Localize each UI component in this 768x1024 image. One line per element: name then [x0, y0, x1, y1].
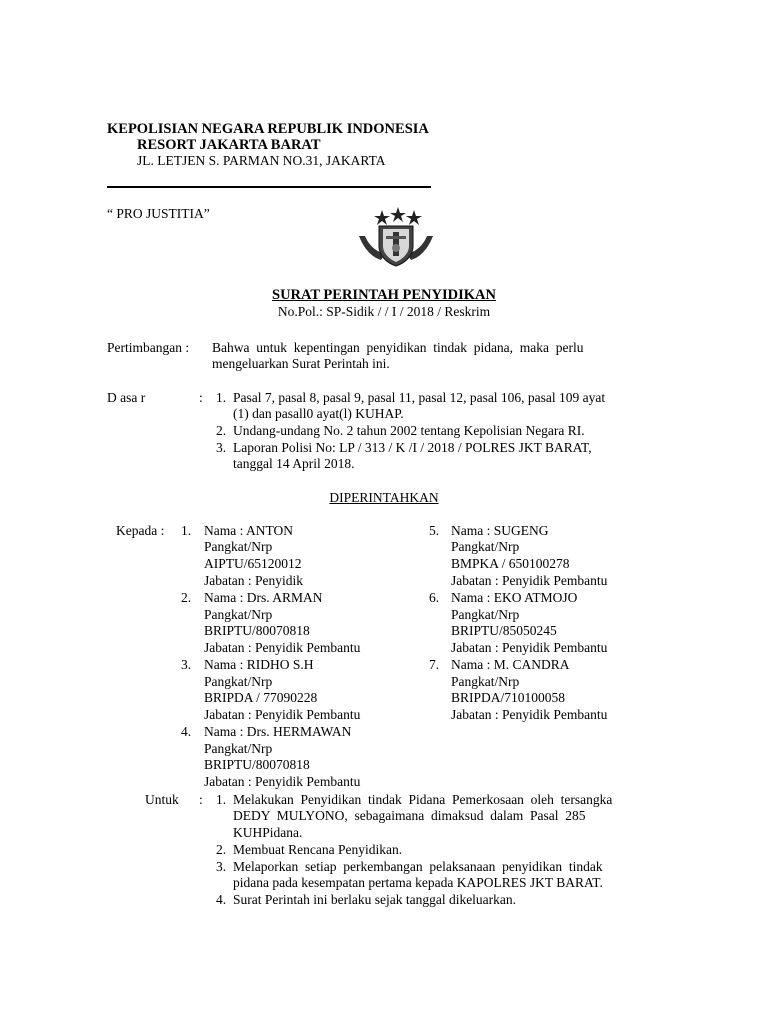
officer-num: 6. [429, 590, 440, 605]
untuk-item-line: Membuat Rencana Penyidikan. [233, 842, 403, 857]
officer-nama: Nama : RIDHO S.H [204, 657, 314, 672]
officer-jabatan: Jabatan : Penyidik Pembantu [451, 640, 608, 655]
officer-num: 3. [181, 657, 192, 672]
officer-pangkat: Pangkat/Nrp [204, 607, 273, 622]
officer-nama: Nama : EKO ATMOJO [451, 590, 578, 605]
dasar-item-line: Undang-undang No. 2 tahun 2002 tentang Kepolisian Negara RI. [233, 423, 585, 438]
dasar-item-num: 1. [216, 390, 227, 405]
officer-nrp: BRIPTU/80070818 [204, 623, 310, 638]
untuk-item-line: KUHPidana. [233, 825, 303, 840]
officer-pangkat: Pangkat/Nrp [204, 539, 273, 554]
dasar-item-num: 3. [216, 440, 227, 455]
dasar-label: D asa r [107, 390, 146, 405]
officer-num: 4. [181, 724, 192, 739]
officer-pangkat: Pangkat/Nrp [204, 674, 273, 689]
dasar-item-line: Pasal 7, pasal 8, pasal 9, pasal 11, pasal 12, pasal 106, pasal 109 ayat [233, 390, 606, 405]
untuk-item-line: Melakukan Penyidikan tindak Pidana Pemerkosaan oleh tersangka [233, 792, 613, 807]
officer-jabatan: Jabatan : Penyidik Pembantu [451, 707, 608, 722]
officer-nrp: BRIPDA/710100058 [451, 690, 566, 705]
officer-jabatan: Jabatan : Penyidik Pembantu [204, 707, 361, 722]
officer-num: 1. [181, 523, 192, 538]
officer-num: 5. [429, 523, 440, 538]
untuk-item-num: 2. [216, 842, 227, 857]
header-line-1: KEPOLISIAN NEGARA REPUBLIK INDONESIA [107, 121, 429, 137]
untuk-item-line: Surat Perintah ini berlaku sejak tanggal dikeluarkan. [233, 892, 517, 907]
officer-pangkat: Pangkat/Nrp [451, 607, 520, 622]
pertimbangan-label: Pertimbangan : [107, 340, 190, 355]
officer-nama: Nama : Drs. HERMAWAN [204, 724, 352, 739]
untuk-item-num: 1. [216, 792, 227, 807]
dasar-item-line: Laporan Polisi No: LP / 313 / K /I / 2018 / POLRES JKT BARAT, [233, 440, 592, 455]
pertimbangan-text-2: mengeluarkan Surat Perintah ini. [212, 356, 390, 371]
officer-nama: Nama : M. CANDRA [451, 657, 570, 672]
header-address: JL. LETJEN S. PARMAN NO.31, JAKARTA [137, 153, 386, 168]
diperintahkan-heading: DIPERINTAHKAN [329, 490, 439, 505]
officer-nama: Nama : SUGENG [451, 523, 549, 538]
officer-num: 2. [181, 590, 192, 605]
untuk-colon: : [199, 792, 203, 807]
untuk-item-num: 4. [216, 892, 227, 907]
officer-nrp: BRIPTU/85050245 [451, 623, 557, 638]
dasar-item-line: (1) dan pasall0 ayat(l) KUHAP. [233, 406, 404, 421]
officer-pangkat: Pangkat/Nrp [204, 741, 273, 756]
untuk-label: Untuk [145, 792, 179, 807]
officer-jabatan: Jabatan : Penyidik Pembantu [451, 573, 608, 588]
header-line-2: RESORT JAKARTA BARAT [137, 137, 321, 153]
untuk-item-num: 3. [216, 859, 227, 874]
officer-num: 7. [429, 657, 440, 672]
document-number: No.Pol.: SP-Sidik / / I / 2018 / Reskrim [277, 304, 491, 319]
header-divider [107, 186, 431, 188]
officer-jabatan: Jabatan : Penyidik [204, 573, 303, 588]
untuk-item-line: DEDY MULYONO, sebagaimana dimaksud dalam Pasal 285 [233, 808, 586, 823]
officer-pangkat: Pangkat/Nrp [451, 674, 520, 689]
document-title: SURAT PERINTAH PENYIDIKAN [272, 287, 496, 303]
officer-jabatan: Jabatan : Penyidik Pembantu [204, 640, 361, 655]
officer-pangkat: Pangkat/Nrp [451, 539, 520, 554]
officer-nrp: BMPKA / 650100278 [451, 556, 570, 571]
dasar-item-line: tanggal 14 April 2018. [233, 456, 355, 471]
officer-jabatan: Jabatan : Penyidik Pembantu [204, 774, 361, 789]
pro-justitia: “ PRO JUSTITIA” [107, 206, 210, 221]
dasar-item-num: 2. [216, 423, 227, 438]
officer-nrp: BRIPDA / 77090228 [204, 690, 318, 705]
untuk-item-line: pidana pada kesempatan pertama kepada KAPOLRES JKT BARAT. [233, 875, 603, 890]
officer-nrp: AIPTU/65120012 [204, 556, 302, 571]
officer-nama: Nama : Drs. ARMAN [204, 590, 323, 605]
untuk-item-line: Melaporkan setiap perkembangan pelaksanaan penyidikan tindak [233, 859, 603, 874]
officer-nama: Nama : ANTON [204, 523, 293, 538]
kepada-label: Kepada : [116, 523, 165, 538]
officer-nrp: BRIPTU/80070818 [204, 757, 310, 772]
pertimbangan-text-1: Bahwa untuk kepentingan penyidikan tindak pidana, maka perlu [212, 340, 584, 355]
dasar-colon: : [199, 390, 203, 405]
police-emblem-icon [355, 206, 437, 268]
